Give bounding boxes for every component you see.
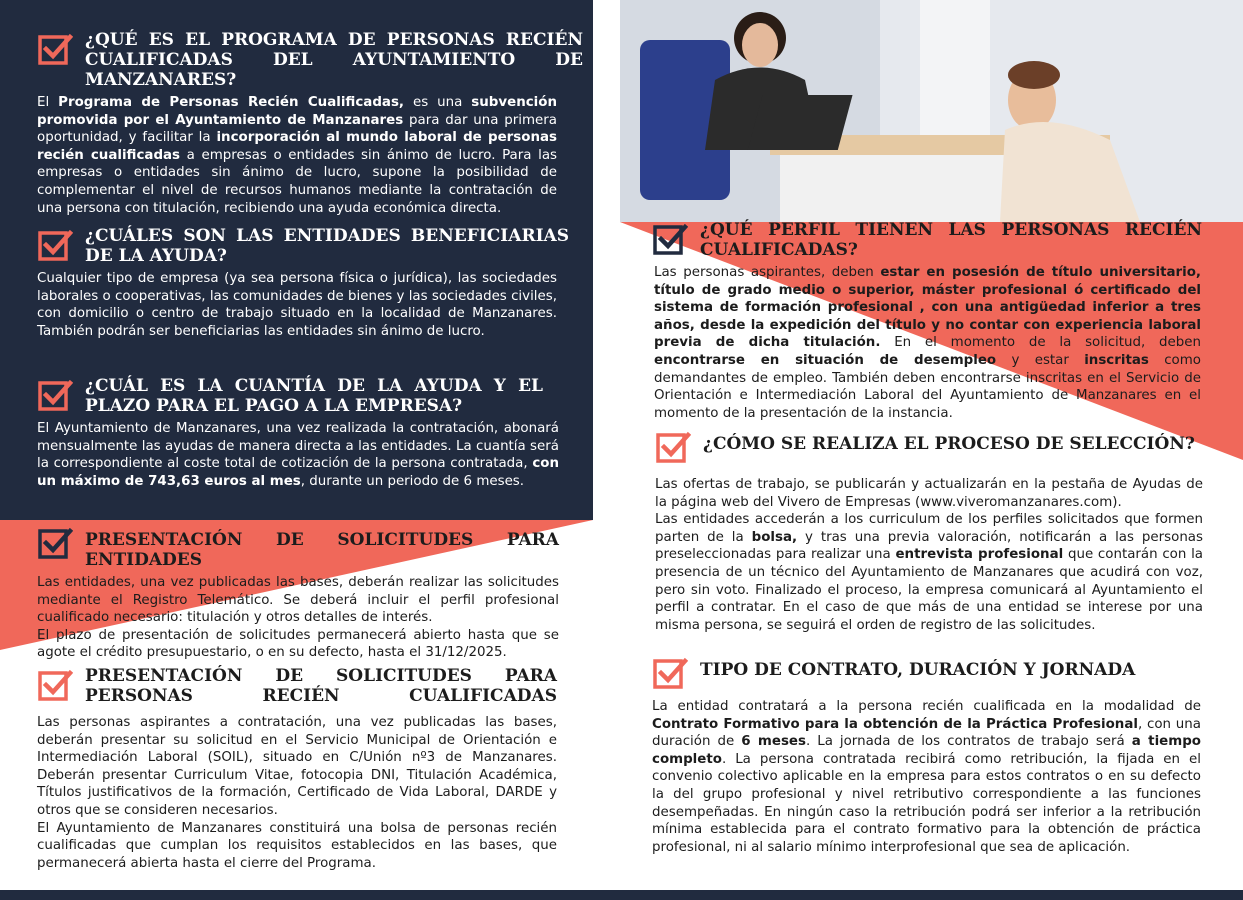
text-run: que contarán con la presencia de un técnico del Ayuntamiento de Manzanares que acudirá con voz, pero sin voto. Finalizado el proceso, la empresa comunicará al Ayuntamiento el perfil a contratar. En el caso de que más de una entidad se interese por una misma persona, se seguirá el orden de registro de las solicitudes. — [655, 547, 1204, 633]
paragraph — [37, 270, 557, 340]
section-title: ¿QUÉ ES EL PROGRAMA DE PERSONAS RECIÉN CUALIFICADAS DEL AYUNTAMIENTO DE MANZANARES? — [85, 30, 583, 90]
section-title: ¿CUÁLES SON LAS ENTIDADES BENEFICIARIAS DE LA AYUDA? — [85, 226, 569, 266]
section-contrato — [652, 654, 1202, 856]
checkbox-check-icon — [655, 430, 691, 466]
text-run: a empresas o entidades sin ánimo de lucro. Para las empresas o entidades sin ánimo de lucro, supone la posibilidad de complementar el nivel de recursos humanos mediante la contratación de una persona con titulación, recibiendo una ayuda económica directa. — [37, 147, 557, 216]
text-run: , con una duración de — [652, 716, 1201, 750]
paragraph — [652, 698, 1201, 856]
section-body — [655, 476, 1203, 634]
bold-text: con un máximo de 743,63 euros al mes — [37, 456, 559, 489]
section-title: ¿QUÉ PERFIL TIENEN LAS PERSONAS RECIÉN CUALIFICADAS? — [700, 220, 1202, 260]
bold-text: Programa de Personas Recién Cualificadas, — [58, 95, 405, 110]
text-run: El plazo de presentación de solicitudes permanecerá abierto hasta que se agote el crédito presupuestario, o en su defecto, hasta el 31/12/2025. — [37, 627, 559, 661]
section-title: ¿CÓMO SE REALIZA EL PROCESO DE SELECCIÓN? — [703, 434, 1195, 454]
bold-text: estar en posesión de título universitario, título de grado medio o superior, máster profesional ó certificado del sistema de formación profesional , con una antigüedad inferior a tres años, desde la expedición del título y no contar con experiencia laboral previa de dicha titulación. — [654, 265, 1202, 351]
text-run: y estar — [996, 352, 1085, 368]
text-run: El Ayuntamiento de Manzanares, una vez realizada la contratación, abonará mensualmente las ayudas de manera directa a las entidades. La cuantía será la correspondiente al coste total de cotización de la persona contratada, — [37, 421, 559, 472]
section-title: PRESENTACIÓN DE SOLICITUDES PARA ENTIDADES — [85, 530, 559, 570]
paragraph — [37, 574, 559, 627]
paragraph — [37, 94, 557, 217]
section-body — [654, 264, 1201, 422]
section-body — [37, 94, 557, 217]
text-run: Las personas aspirantes a contratación, una vez publicadas las bases, deberán presentar su solicitud en el Servicio Municipal de Orientación e Intermediación Laboral (SOIL), situado en C/Unión nº3 de Manzanares. Deberán presentar Curriculum Vitae, fotocopia DNI, Titulación Académica, Títulos justificativos de la formación, Certificado de Vida Laboral, DARDE y otros que se consideren necesarios. — [37, 715, 557, 818]
text-run: La entidad contratará a la persona recién cualificada en la modalidad de — [652, 699, 1201, 714]
section-body — [37, 420, 559, 490]
bold-text: Contrato Formativo para la obtención de la Práctica Profesional — [652, 716, 1138, 732]
text-run: para dar una primera oportunidad, y facilitar la — [37, 112, 558, 146]
paragraph — [37, 820, 557, 873]
bold-text: bolsa, — [751, 529, 798, 545]
paragraph — [654, 264, 1201, 422]
checkbox-check-icon — [37, 32, 73, 68]
text-run: Las entidades, una vez publicadas las bases, deberán realizar las solicitudes mediante el Registro Telemático. Se deberá incluir el perfil profesional cualificado necesario: titulación y otros detalles de interés. — [37, 575, 559, 626]
section-title: PRESENTACIÓN DE SOLICITUDES PARA PERSONAS RECIÉN CUALIFICADAS — [85, 666, 557, 706]
section-seleccion — [655, 428, 1203, 634]
section-title: ¿CUÁL ES LA CUANTÍA DE LA AYUDA Y EL PLAZO PARA EL PAGO A LA EMPRESA? — [85, 376, 543, 416]
bold-text: inscritas — [1084, 352, 1149, 368]
checkbox-check-icon — [652, 222, 688, 258]
text-run: . La jornada de los contratos de trabajo será — [805, 734, 1132, 750]
bold-text: encontrarse en situación de desempleo — [654, 352, 997, 368]
section-solicitudes-entidades — [37, 524, 559, 662]
bold-text: 6 meses — [741, 734, 806, 750]
text-run: Las entidades accederán a los curriculum de los perfiles solicitados que formen parten de la — [655, 512, 1203, 545]
paragraph — [655, 476, 1203, 511]
section-body — [37, 714, 557, 872]
section-beneficiarias — [37, 226, 569, 340]
bold-text: entrevista profesional — [895, 547, 1064, 563]
checkbox-check-icon — [37, 228, 73, 264]
checkbox-check-icon — [37, 526, 73, 562]
text-run: , durante un periodo de 6 meses. — [300, 473, 525, 489]
text-run: El — [37, 95, 59, 110]
office-photo — [620, 0, 1243, 222]
section-solicitudes-personas — [37, 666, 557, 872]
text-run: El Ayuntamiento de Manzanares constituirá una bolsa de personas recién cualificadas que cumplan los requisitos establecidos en las bases, que permanecerá abierta hasta el cierre del Programa. — [37, 820, 557, 871]
checkbox-check-icon — [652, 656, 688, 692]
text-run: Las ofertas de trabajo, se publicarán y actualizarán en la pestaña de Ayudas de la página web del Vivero de Empresas (www.viveromanzanares.com). — [655, 477, 1203, 510]
section-cuantia — [37, 376, 559, 490]
bold-text: incorporación al mundo laboral de personas recién cualificadas — [37, 130, 557, 163]
checkbox-check-icon — [37, 668, 73, 704]
bold-text: a tiempo completo — [652, 734, 1201, 767]
paragraph — [37, 420, 559, 490]
paragraph — [655, 511, 1203, 634]
text-run: Las personas aspirantes, deben — [654, 265, 881, 280]
text-run: . La persona contratada recibirá como retribución, la fijada en el convenio colectivo aplicable en la empresa para estos contratos o en su defecto la del grupo profesional y nivel retributivo correspondiente a las funciones desempeñadas. En ningún caso la retribución podrá ser inferior a la retribución mínima establecida para el contrato formativo para la obtención de práctica profesional, ni al salario mínimo interprofesional que sea de aplicación. — [652, 751, 1201, 855]
section-programa — [37, 30, 583, 217]
text-run: Cualquier tipo de empresa (ya sea persona física o jurídica), las sociedades laborales o cooperativas, las comunidades de bienes y las sociedades civiles, con domicilio o centro de trabajo situado en la localidad de Manzanares. También podrán ser beneficiarias las entidades sin ánimo de lucro. — [37, 271, 557, 339]
footer-bar — [0, 890, 1243, 900]
section-title: TIPO DE CONTRATO, DURACIÓN Y JORNADA — [700, 660, 1136, 680]
section-body — [37, 270, 557, 340]
section-body — [37, 574, 559, 662]
section-body — [652, 698, 1201, 856]
text-run: y tras una previa valoración, notificarán a las personas preseleccionadas para realizar una — [655, 529, 1203, 563]
bold-text: subvención promovida por el Ayuntamiento de Manzanares — [37, 95, 557, 128]
section-perfil — [652, 220, 1202, 422]
text-run: En el momento de la solicitud, deben — [880, 335, 1202, 351]
paragraph — [37, 627, 559, 662]
text-run: como demandantes de empleo. También deben encontrarse inscritas en el Servicio de Orientación e Intermediación Laboral del Ayuntamiento de Manzanares en el momento de la presentación de la instancia. — [654, 352, 1201, 421]
text-run: es una — [404, 95, 472, 110]
checkbox-check-icon — [37, 378, 73, 414]
paragraph — [37, 714, 557, 820]
